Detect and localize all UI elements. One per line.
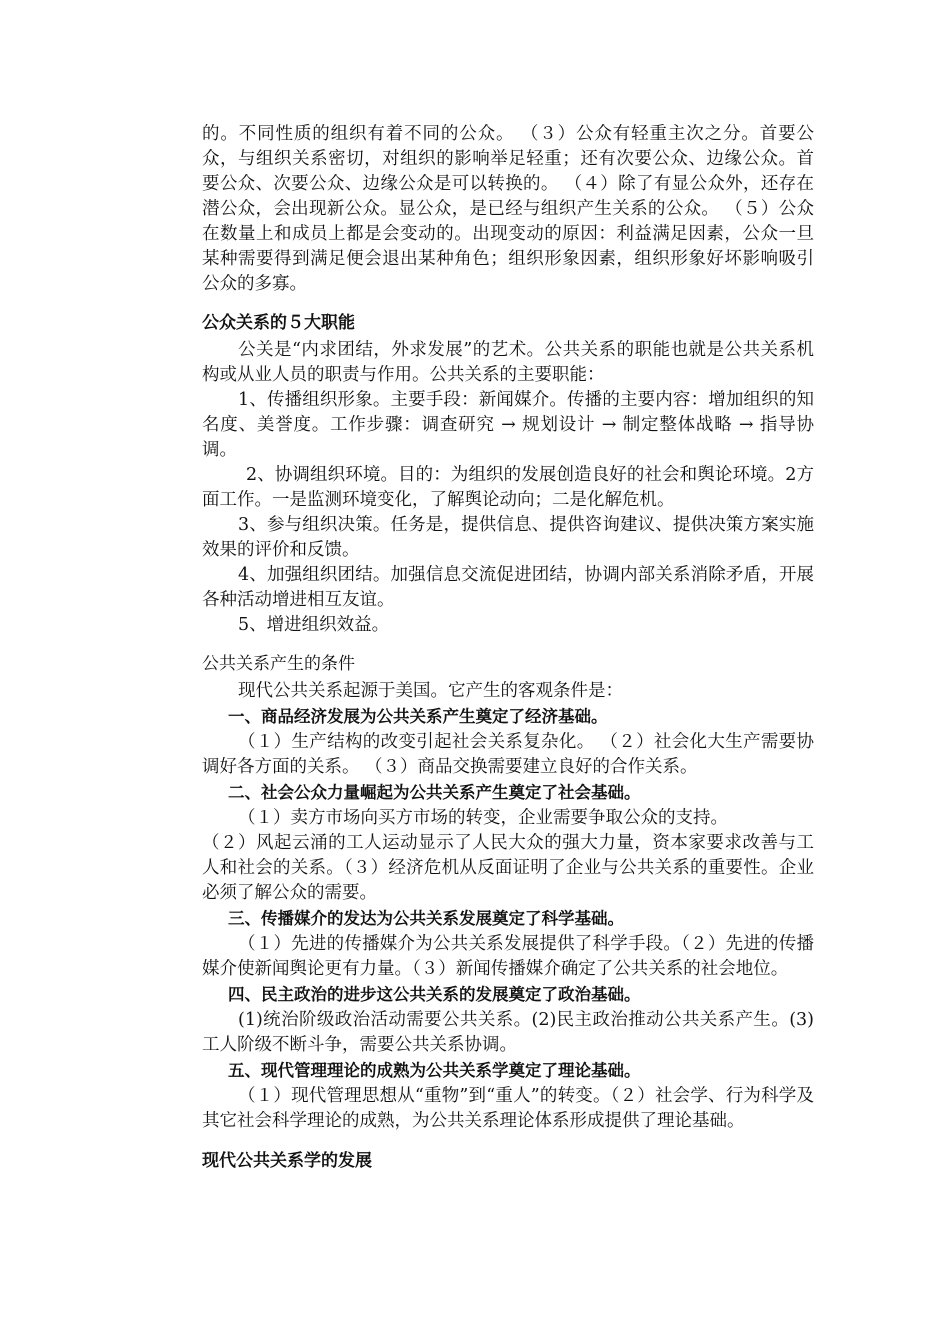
condition-text-5: （１）现代管理思想从“重物”到“重人”的转变。（２）社会学、行为科学及其它社会科学理论的成熟，为公共关系理论体系形成提供了理论基础。 <box>202 1086 814 1131</box>
condition-title-3: 三、传播媒介的发达为公共关系发展奠定了科学基础。 <box>228 909 624 928</box>
condition-title-2: 二、社会公众力量崛起为公共关系产生奠定了社会基础。 <box>228 783 641 802</box>
function-item-2: 2、协调组织环境。目的：为组织的发展创造良好的社会和舆论环境。2方面工作。一是监测环境变化，了解舆论动向；二是化解危机。 <box>202 465 814 510</box>
condition-title-4: 四、民主政治的进步这公共关系的发展奠定了政治基础。 <box>228 985 641 1004</box>
intro-paragraph: 的。不同性质的组织有着不同的公众。 （３）公众有轻重主次之分。首要公众，与组织关系密切，对组织的影响举足轻重；还有次要公众、边缘公众。首要公众、次要公众、边缘公众是可以转换的。 （４）除了有显公众外，还存在潜公众，会出现新公众。显公众，是已经与组织产生关系的公众。 （５）公众在数量上和成员上都是会变动的。出现变动的原因：利益满足因素，公众一旦某种需要得到满足便会退出某种角色；组织形象因素，组织形象好坏影响吸引公众的多寡。 <box>202 124 814 294</box>
section-heading-development: 现代公共关系学的发展 <box>202 1151 372 1171</box>
condition-text-2b: （２）风起云涌的工人运动显示了人民大众的强大力量，资本家要求改善与工人和社会的关系。（３）经济危机从反面证明了企业与公共关系的重要性。企业必须了解公众的需要。 <box>202 833 814 903</box>
condition-title-1: 一、商品经济发展为公共关系产生奠定了经济基础。 <box>228 707 608 726</box>
condition-title-5: 五、现代管理理论的成熟为公共关系学奠定了理论基础。 <box>228 1061 641 1080</box>
functions-intro: 公关是“内求团结，外求发展”的艺术。公共关系的职能也就是公共关系机构或从业人员的职责与作用。公共关系的主要职能： <box>202 340 814 385</box>
condition-text-3: （１）先进的传播媒介为公共关系发展提供了科学手段。（２）先进的传播媒介使新闻舆论更有力量。（３）新闻传播媒介确定了公共关系的社会地位。 <box>202 934 814 979</box>
function-item-3: 3、参与组织决策。任务是，提供信息、提供咨询建议、提供决策方案实施效果的评价和反馈。 <box>202 515 814 560</box>
function-item-1: 1、传播组织形象。主要手段：新闻媒介。传播的主要内容：增加组织的知名度、美誉度。工作步骤：调查研究 → 规划设计 → 制定整体战略 → 指导协调。 <box>202 390 814 460</box>
function-item-5: 5、增进组织效益。 <box>238 615 390 635</box>
conditions-intro: 现代公共关系起源于美国。它产生的客观条件是： <box>238 681 623 701</box>
section-heading-functions: 公众关系的５大职能 <box>202 313 355 333</box>
condition-text-1: （１）生产结构的改变引起社会关系复杂化。 （２）社会化大生产需要协调好各方面的关系。 （３）商品交换需要建立良好的合作关系。 <box>202 732 814 777</box>
function-item-4: 4、加强组织团结。加强信息交流促进团结，协调内部关系消除矛盾，开展各种活动增进相互友谊。 <box>202 565 814 610</box>
condition-text-2a: （１）卖方市场向买方市场的转变，企业需要争取公众的支持。 <box>238 808 728 828</box>
section-heading-conditions: 公共关系产生的条件 <box>202 654 355 674</box>
condition-text-4: (1)统治阶级政治活动需要公共关系。(2)民主政治推动公共关系产生。(3)工人阶级不断斗争，需要公共关系协调。 <box>202 1010 814 1055</box>
document-body <box>202 122 814 1176</box>
